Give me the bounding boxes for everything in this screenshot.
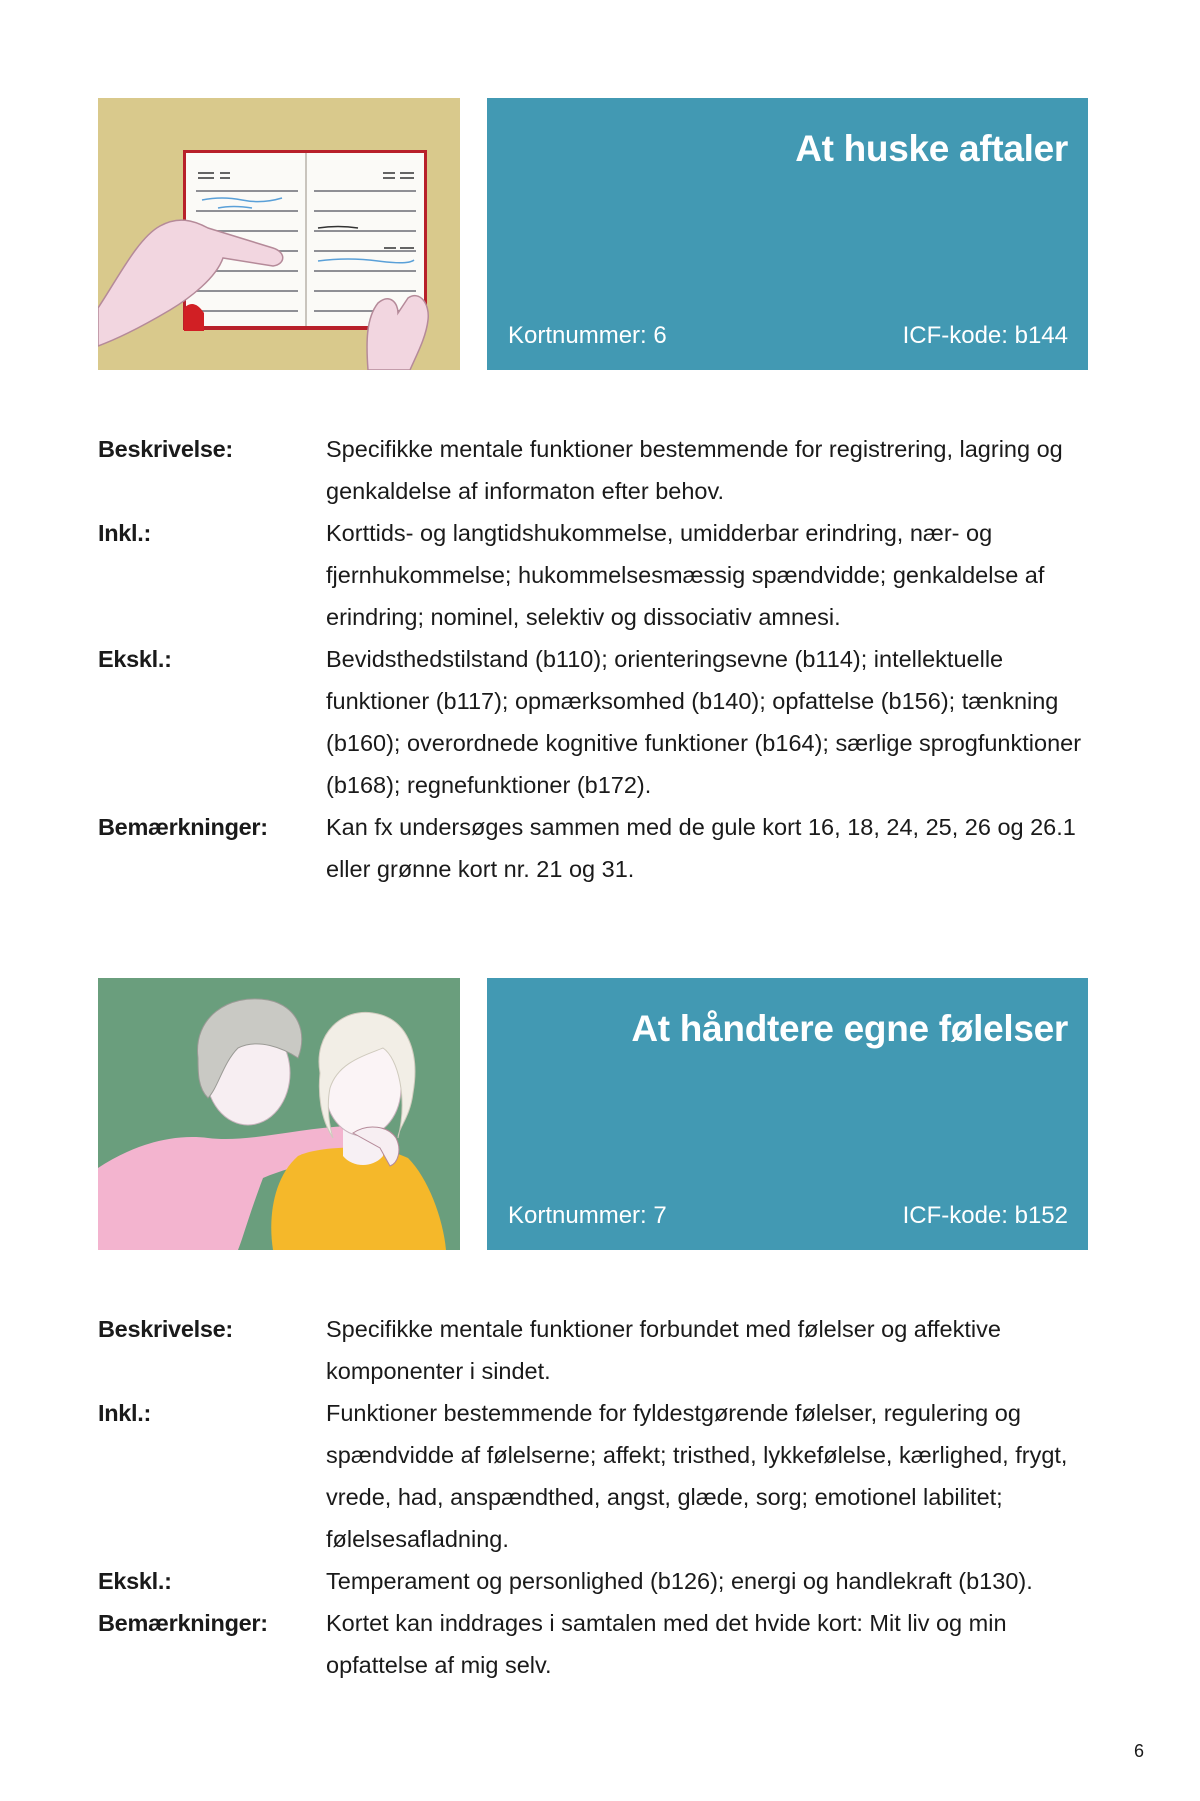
icf-code: ICF-kode: b152 [902,1202,1068,1229]
card-7 [98,978,1088,1678]
calendar-illustration [98,98,460,370]
field-row-remarks [98,806,1098,890]
card-number: Kortnummer: 7 [508,1202,667,1229]
field-row-ekskl [98,638,1098,806]
field-value: Funktioner bestemmende for fyldestgørende følelser, regulering og spændvidde af følelserne; affekt; tristhed, lykkefølelse, kærlighed, frygt, vrede, had, anspændthed, angst, glæde, sorg; emotionel labilitet; følelsesafladning. [326,1400,1068,1552]
card-header [487,98,1088,370]
two-women-illustration [98,978,460,1250]
field-value: Kortet kan inddrages i samtalen med det hvide kort: Mit liv og min opfattelse af mig selv. [326,1610,1007,1678]
page-number: 6 [1133,1741,1144,1761]
card-fields [98,428,1098,890]
field-label: Ekskl.: [98,646,172,672]
field-row-inkl [98,512,1098,638]
field-label: Bemærkninger: [98,814,268,840]
field-value: Specifikke mentale funktioner bestemmende for registrering, lagring og genkaldelse af informaton efter behov. [326,436,1063,504]
field-value: Kan fx undersøges sammen med de gule kort 16, 18, 24, 25, 26 og 26.1 eller grønne kort nr. 21 og 31. [326,814,1076,882]
field-row-remarks [98,1602,1098,1686]
field-value: Specifikke mentale funktioner forbundet med følelser og affektive komponenter i sindet. [326,1316,1001,1384]
field-value: Bevidsthedstilstand (b110); orienteringsevne (b114); intellektuelle funktioner (b117); opmærksomhed (b140); opfattelse (b156); tænkning (b160); overordnede kognitive funktioner (b164); særlige sprogfunktioner (b168); regnefunktioner (b172). [326,646,1082,798]
field-label: Inkl.: [98,520,152,546]
field-value: Korttids- og langtidshukommelse, umidderbar erindring, nær- og fjernhukommelse; hukommelsesmæssig spændvidde; genkaldelse af erindring; nominel, selektiv og dissociativ amnesi. [326,520,1045,630]
field-row-description [98,428,1098,512]
card-6 [98,98,1088,882]
field-row-description [98,1308,1098,1392]
field-label: Beskrivelse: [98,436,233,462]
card-title: At håndtere egne følelser [631,1008,1068,1049]
icf-code: ICF-kode: b144 [902,322,1068,349]
field-label: Inkl.: [98,1400,152,1426]
field-label: Bemærkninger: [98,1610,268,1636]
field-value: Temperament og personlighed (b126); energi og handlekraft (b130). [326,1568,1033,1594]
field-label: Ekskl.: [98,1568,172,1594]
field-label: Beskrivelse: [98,1316,233,1342]
card-header [487,978,1088,1250]
card-number: Kortnummer: 6 [508,322,667,349]
card-fields [98,1308,1098,1686]
field-row-inkl [98,1392,1098,1560]
card-title: At huske aftaler [795,128,1068,169]
field-row-ekskl [98,1560,1098,1602]
